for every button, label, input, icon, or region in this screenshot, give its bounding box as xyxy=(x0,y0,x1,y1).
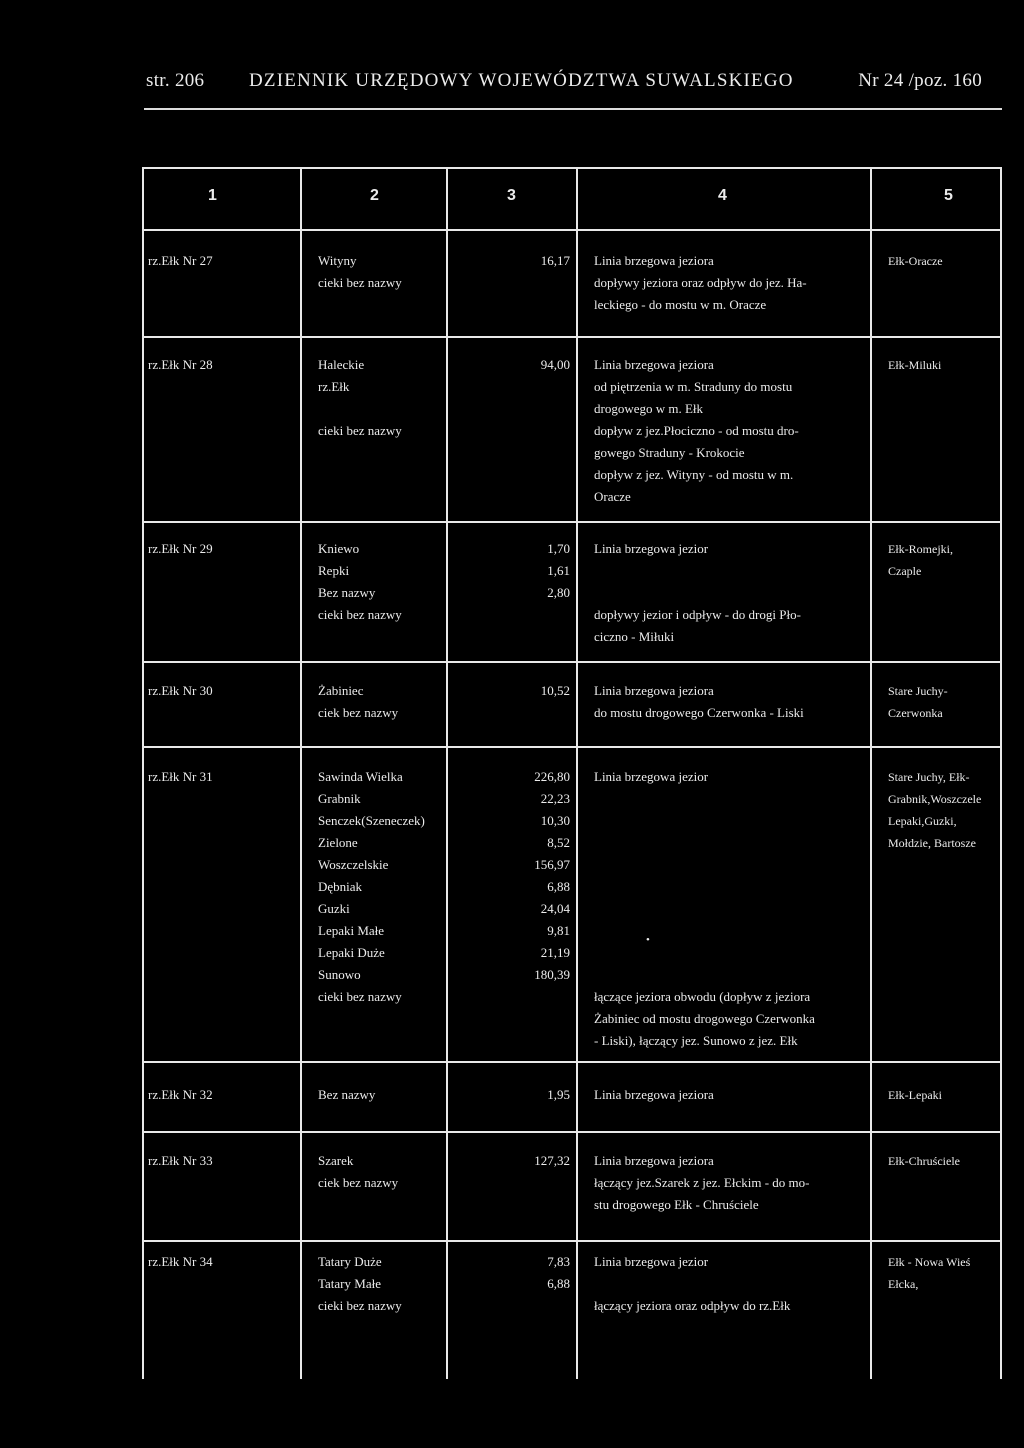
cell-line: dopływy jezior i odpływ - do drogi Pło- xyxy=(594,607,801,622)
cell-line: 6,88 xyxy=(547,1276,570,1291)
cell-line: Ełk-Chruściele xyxy=(888,1154,960,1168)
cell-line: Lepaki Duże xyxy=(318,945,385,960)
cell-line: Linia brzegowa jeziora xyxy=(594,683,714,698)
cell-line xyxy=(594,810,815,832)
row-divider xyxy=(142,1131,1002,1133)
cell-line xyxy=(594,560,801,582)
water-names-cell xyxy=(318,1150,398,1194)
cell-line: Linia brzegowa jeziora xyxy=(594,1087,714,1102)
cell-line xyxy=(594,942,815,964)
cell-line: 180,39 xyxy=(534,967,570,982)
water-names-cell xyxy=(318,766,425,1008)
column-number: 5 xyxy=(944,187,953,204)
cell-line: Linia brzegowa jezior xyxy=(594,769,709,784)
area-cell xyxy=(476,680,570,702)
cell-line: rz.Ełk Nr 31 xyxy=(148,769,213,784)
cell-line: Stare Juchy, Ełk- xyxy=(888,770,970,784)
table-frame xyxy=(142,167,1002,1379)
river-segment-cell xyxy=(148,1150,213,1172)
cell-line: cieki bez nazwy xyxy=(318,1298,402,1313)
area-cell xyxy=(476,1150,570,1172)
river-segment-cell xyxy=(148,250,213,272)
cell-line: Mołdzie, Bartosze xyxy=(888,836,976,850)
column-number: 3 xyxy=(507,187,516,204)
row-divider xyxy=(142,1061,1002,1063)
scope-cell xyxy=(594,1150,809,1216)
cell-line: Ełcka, xyxy=(888,1277,919,1291)
cell-line: 7,83 xyxy=(547,1254,570,1269)
cell-line: rz.Ełk Nr 27 xyxy=(148,253,213,268)
cell-line xyxy=(318,398,402,420)
row-divider xyxy=(142,661,1002,663)
district-cell xyxy=(888,538,953,582)
column-number: 4 xyxy=(718,187,727,204)
cell-line: Repki xyxy=(318,563,350,578)
cell-line: 10,52 xyxy=(540,683,570,698)
cell-line: Bez nazwy xyxy=(318,1087,376,1102)
cell-line: 156,97 xyxy=(534,857,570,872)
cell-line: Tatary Małe xyxy=(318,1276,381,1291)
cell-line: Szarek xyxy=(318,1153,354,1168)
cell-line: Sunowo xyxy=(318,967,361,982)
cell-line: stu drogowego Ełk - Chruściele xyxy=(594,1197,759,1212)
cell-line: gowego Straduny - Krokocie xyxy=(594,445,745,460)
cell-line: Kniewo xyxy=(318,541,360,556)
cell-line xyxy=(594,582,801,604)
area-cell xyxy=(476,1251,570,1295)
cell-line: od piętrzenia w m. Straduny do mostu xyxy=(594,379,793,394)
scope-cell xyxy=(594,538,801,648)
area-cell xyxy=(476,354,570,376)
cell-line: rz.Ełk Nr 28 xyxy=(148,357,213,372)
cell-line: Żabiniec od mostu drogowego Czerwonka xyxy=(594,1011,815,1026)
cell-line: Senczek(Szeneczek) xyxy=(318,813,425,828)
page-header xyxy=(146,70,996,98)
cell-line: łączący jeziora oraz odpływ do rz.Ełk xyxy=(594,1298,791,1313)
river-segment-cell xyxy=(148,766,213,788)
cell-line: rz.Ełk Nr 34 xyxy=(148,1254,213,1269)
cell-line: rz.Ełk Nr 30 xyxy=(148,683,213,698)
scope-cell xyxy=(594,1084,714,1106)
cell-line: Linia brzegowa jezior xyxy=(594,541,709,556)
cell-line: Woszczelskie xyxy=(318,857,389,872)
cell-line: Oracze xyxy=(594,489,631,504)
district-cell xyxy=(888,1084,942,1106)
cell-line: łączące jeziora obwodu (dopływ z jeziora xyxy=(594,989,811,1004)
cell-line: Grabnik,Woszczele xyxy=(888,792,982,806)
cell-line: ciek bez nazwy xyxy=(318,705,399,720)
header-rule xyxy=(144,108,1002,110)
cell-line: Dębniak xyxy=(318,879,363,894)
cell-line: dopływy jeziora oraz odpływ do jez. Ha- xyxy=(594,275,807,290)
cell-line: dopływ z jez.Płociczno - od mostu dro- xyxy=(594,423,799,438)
district-cell xyxy=(888,680,948,724)
cell-line: Linia brzegowa jeziora xyxy=(594,253,714,268)
cell-line: łączący jez.Szarek z jez. Ełckim - do mo- xyxy=(594,1175,810,1190)
cell-line: ciczno - Miłuki xyxy=(594,629,675,644)
cell-line: Lepaki Małe xyxy=(318,923,385,938)
area-cell xyxy=(476,538,570,604)
cell-line: 9,81 xyxy=(547,923,570,938)
cell-line: rz.Ełk Nr 33 xyxy=(148,1153,213,1168)
issue-number: Nr 24 /poz. 160 xyxy=(858,70,982,91)
scope-cell xyxy=(594,1251,790,1317)
district-cell xyxy=(888,354,941,376)
cell-line: rz.Ełk Nr 32 xyxy=(148,1087,213,1102)
cell-line: Czerwonka xyxy=(888,706,943,720)
cell-line: Guzki xyxy=(318,901,350,916)
cell-line: Lepaki,Guzki, xyxy=(888,814,957,828)
cell-line xyxy=(594,964,815,986)
cell-line: Haleckie xyxy=(318,357,365,372)
cell-line xyxy=(594,854,815,876)
water-names-cell xyxy=(318,1251,402,1317)
cell-line: Linia brzegowa jeziora xyxy=(594,357,714,372)
cell-line: 16,17 xyxy=(540,253,570,268)
row-divider xyxy=(142,336,1002,338)
cell-line: Stare Juchy- xyxy=(888,684,948,698)
area-cell xyxy=(476,766,570,986)
river-segment-cell xyxy=(148,1251,213,1273)
stray-mark: • xyxy=(646,934,650,946)
cell-line xyxy=(594,876,815,898)
cell-line: 10,30 xyxy=(540,813,570,828)
cell-line: 2,80 xyxy=(547,585,570,600)
water-names-cell xyxy=(318,680,398,724)
cell-line: do mostu drogowego Czerwonka - Liski xyxy=(594,705,804,720)
cell-line: Tatary Duże xyxy=(318,1254,382,1269)
cell-line: cieki bez nazwy xyxy=(318,607,402,622)
cell-line: 1,61 xyxy=(547,563,570,578)
cell-line: Sawinda Wielka xyxy=(318,769,403,784)
scope-cell xyxy=(594,250,807,316)
water-names-cell xyxy=(318,250,402,294)
header-row-divider xyxy=(142,229,1002,231)
cell-line xyxy=(594,832,815,854)
river-segment-cell xyxy=(148,680,213,702)
column-divider xyxy=(576,167,578,1379)
cell-line: 8,52 xyxy=(547,835,570,850)
row-divider xyxy=(142,521,1002,523)
river-segment-cell xyxy=(148,354,213,376)
district-cell xyxy=(888,766,981,854)
district-cell xyxy=(888,1251,970,1295)
cell-line: Grabnik xyxy=(318,791,361,806)
cell-line: 6,88 xyxy=(547,879,570,894)
cell-line: Ełk-Romejki, xyxy=(888,542,953,556)
cell-line: Ełk-Lepaki xyxy=(888,1088,942,1102)
scope-cell xyxy=(594,680,804,724)
district-cell xyxy=(888,1150,960,1172)
column-divider xyxy=(870,167,872,1379)
page-number: str. 206 xyxy=(146,70,205,91)
cell-line: dopływ z jez. Wityny - od mostu w m. xyxy=(594,467,794,482)
cell-line: Linia brzegowa jeziora xyxy=(594,1153,714,1168)
cell-line xyxy=(594,898,815,920)
river-segment-cell xyxy=(148,1084,213,1106)
column-divider xyxy=(300,167,302,1379)
district-cell xyxy=(888,250,943,272)
cell-line: drogowego w m. Ełk xyxy=(594,401,704,416)
cell-line: 21,19 xyxy=(540,945,570,960)
scope-cell xyxy=(594,354,799,508)
cell-line: Zielone xyxy=(318,835,358,850)
cell-line: rz.Ełk xyxy=(318,379,350,394)
cell-line: 24,04 xyxy=(540,901,570,916)
cell-line: leckiego - do mostu w m. Oracze xyxy=(594,297,767,312)
cell-line: cieki bez nazwy xyxy=(318,275,402,290)
cell-line: cieki bez nazwy xyxy=(318,989,402,1004)
cell-line xyxy=(594,920,815,942)
cell-line: ciek bez nazwy xyxy=(318,1175,399,1190)
cell-line: Ełk-Miluki xyxy=(888,358,942,372)
cell-line: Ełk-Oracze xyxy=(888,254,943,268)
cell-line: 1,95 xyxy=(547,1087,570,1102)
column-number: 1 xyxy=(208,187,217,204)
cell-line: 1,70 xyxy=(547,541,570,556)
column-divider xyxy=(446,167,448,1379)
cell-line: cieki bez nazwy xyxy=(318,423,402,438)
cell-line: 94,00 xyxy=(540,357,570,372)
area-cell xyxy=(476,250,570,272)
cell-line: Czaple xyxy=(888,564,922,578)
cell-line: rz.Ełk Nr 29 xyxy=(148,541,213,556)
cell-line: Wityny xyxy=(318,253,357,268)
water-names-cell xyxy=(318,1084,375,1106)
cell-line: 22,23 xyxy=(540,791,570,806)
water-names-cell xyxy=(318,354,402,442)
cell-line: 127,32 xyxy=(534,1153,570,1168)
row-divider xyxy=(142,746,1002,748)
cell-line xyxy=(594,788,815,810)
scope-cell xyxy=(594,766,815,1052)
cell-line: - Liski), łączący jez. Sunowo z jez. Ełk xyxy=(594,1033,798,1048)
cell-line: Żabiniec xyxy=(318,683,364,698)
cell-line: Bez nazwy xyxy=(318,585,376,600)
row-divider xyxy=(142,1240,1002,1242)
river-segment-cell xyxy=(148,538,213,560)
cell-line: 226,80 xyxy=(534,769,570,784)
area-cell xyxy=(476,1084,570,1106)
cell-line: Linia brzegowa jezior xyxy=(594,1254,709,1269)
cell-line xyxy=(594,1273,790,1295)
column-number: 2 xyxy=(370,187,379,204)
cell-line: Ełk - Nowa Wieś xyxy=(888,1255,971,1269)
journal-title: DZIENNIK URZĘDOWY WOJEWÓDZTWA SUWALSKIEGO xyxy=(249,70,794,91)
water-names-cell xyxy=(318,538,402,626)
